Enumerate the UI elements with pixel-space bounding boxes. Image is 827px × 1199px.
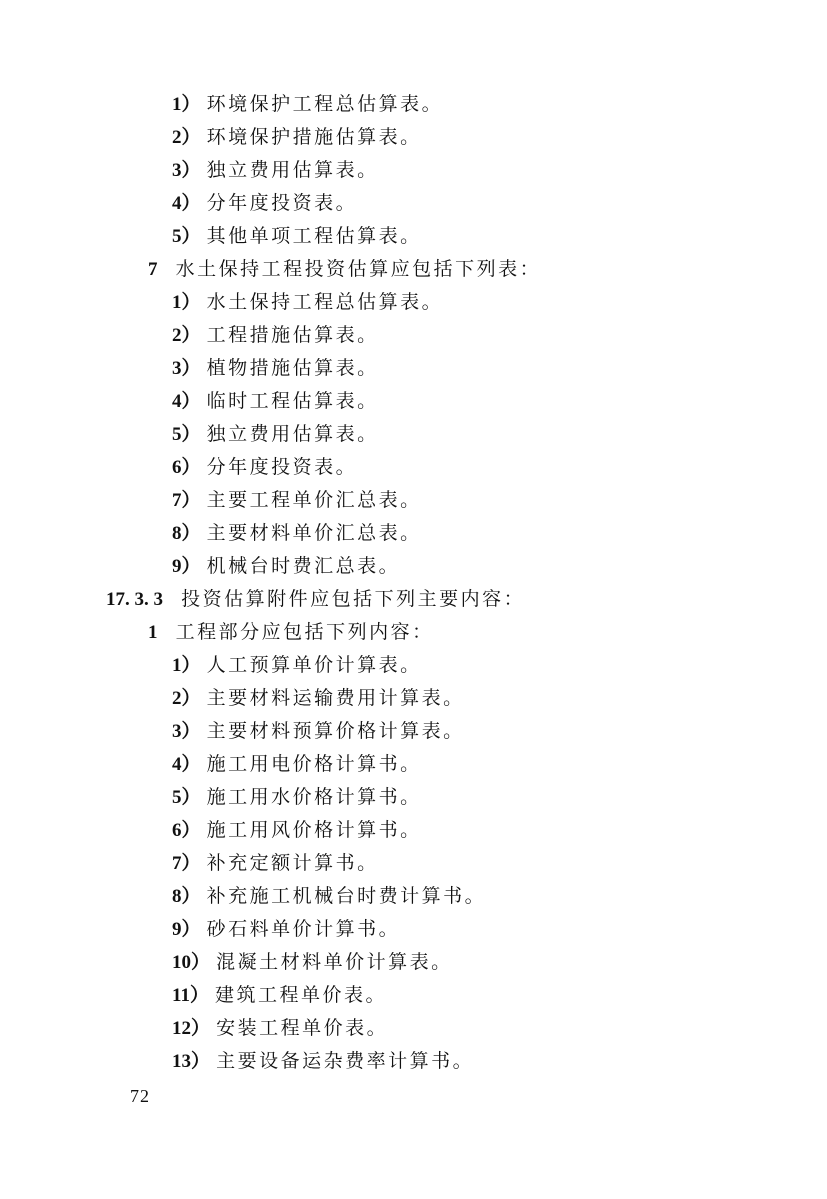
list-item: 5） 其他单项工程估算表。 <box>172 225 422 247</box>
list-item: 3） 植物措施估算表。 <box>172 357 379 379</box>
list-item: 4） 施工用电价格计算书。 <box>172 753 422 775</box>
list-item: 3） 主要材料预算价格计算表。 <box>172 720 465 742</box>
list-item: 10） 混凝土材料单价计算表。 <box>172 951 453 973</box>
list-item: 13） 主要设备运杂费率计算书。 <box>172 1050 475 1072</box>
list-item: 8） 补充施工机械台时费计算书。 <box>172 885 487 907</box>
list-item: 8） 主要材料单价汇总表。 <box>172 522 422 544</box>
list-item: 9） 砂石料单价计算书。 <box>172 918 401 940</box>
list-item-heading: 1 工程部分应包括下列内容： <box>148 621 434 643</box>
list-item: 12） 安装工程单价表。 <box>172 1017 389 1039</box>
list-item: 4） 临时工程估算表。 <box>172 390 379 412</box>
list-item: 5） 独立费用估算表。 <box>172 423 379 445</box>
page-number: 72 <box>130 1086 150 1106</box>
list-item: 7） 主要工程单价汇总表。 <box>172 489 422 511</box>
list-item: 9） 机械台时费汇总表。 <box>172 555 401 577</box>
list-item-heading: 7 水土保持工程投资估算应包括下列表： <box>148 258 542 280</box>
list-item: 11） 建筑工程单价表。 <box>172 984 388 1006</box>
list-item: 3） 独立费用估算表。 <box>172 159 379 181</box>
list-item: 7） 补充定额计算书。 <box>172 852 379 874</box>
list-item: 4） 分年度投资表。 <box>172 192 358 214</box>
list-item: 1） 人工预算单价计算表。 <box>172 654 422 676</box>
list-item: 6） 施工用风价格计算书。 <box>172 819 422 841</box>
list-item: 1） 水土保持工程总估算表。 <box>172 291 444 313</box>
list-item: 2） 环境保护措施估算表。 <box>172 126 422 148</box>
list-item: 2） 主要材料运输费用计算表。 <box>172 687 465 709</box>
list-item: 1） 环境保护工程总估算表。 <box>172 93 444 115</box>
list-item: 2） 工程措施估算表。 <box>172 324 379 346</box>
list-item: 5） 施工用水价格计算书。 <box>172 786 422 808</box>
list-item: 6） 分年度投资表。 <box>172 456 358 478</box>
section-heading: 17. 3. 3 投资估算附件应包括下列主要内容： <box>106 588 526 610</box>
